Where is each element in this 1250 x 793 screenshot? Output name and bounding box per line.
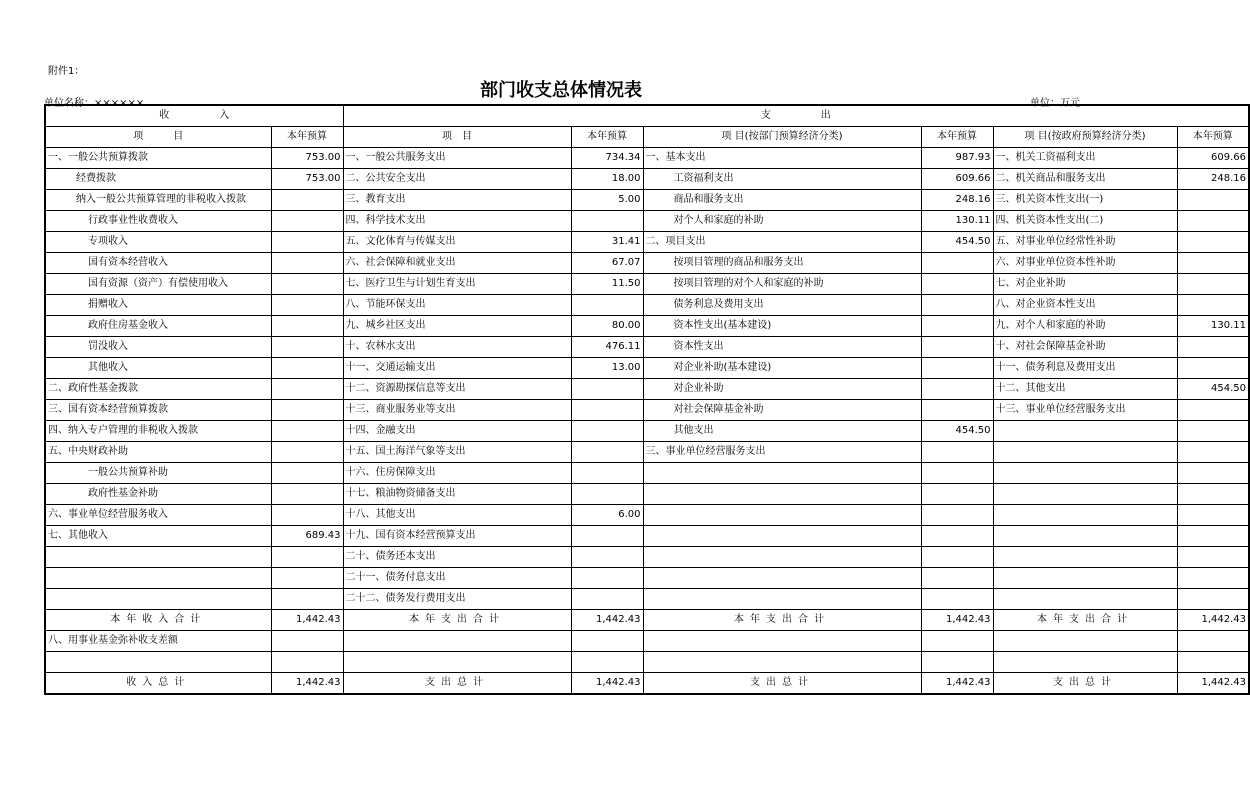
item-cell: 七、对企业补助 <box>993 274 1177 295</box>
item-cell <box>993 631 1177 652</box>
item-cell <box>993 589 1177 610</box>
item-cell <box>643 484 921 505</box>
budget-amount-cell <box>271 568 343 589</box>
item-cell: 十二、资源勘探信息等支出 <box>343 379 571 400</box>
item-cell: 二、机关商品和服务支出 <box>993 169 1177 190</box>
header-row-columns <box>45 127 1249 148</box>
item-cell: 四、科学技术支出 <box>343 211 571 232</box>
item-cell: 十四、金融支出 <box>343 421 571 442</box>
budget-amount-cell <box>1177 211 1249 232</box>
item-cell: 八、用事业基金弥补收支差额 <box>45 631 271 652</box>
budget-amount-cell <box>271 295 343 316</box>
item-cell: 十一、债务利息及费用支出 <box>993 358 1177 379</box>
budget-amount-cell <box>571 463 643 484</box>
col-header-income-item: 项 目 <box>45 127 271 148</box>
header-row-group <box>45 105 1249 127</box>
item-cell: 三、教育支出 <box>343 190 571 211</box>
item-cell: 十、农林水支出 <box>343 337 571 358</box>
budget-amount-cell <box>571 652 643 673</box>
item-cell <box>993 652 1177 673</box>
item-cell: 四、纳入专户管理的非税收入拨款 <box>45 421 271 442</box>
budget-amount-cell <box>571 400 643 421</box>
item-cell <box>993 442 1177 463</box>
budget-amount-cell <box>1177 421 1249 442</box>
item-cell: 国有资源（资产）有偿使用收入 <box>45 274 271 295</box>
budget-amount-cell <box>921 379 993 400</box>
item-cell: 按项目管理的商品和服务支出 <box>643 253 921 274</box>
table-row <box>45 421 1249 442</box>
item-cell: 债务利息及费用支出 <box>643 295 921 316</box>
budget-amount-cell: 6.00 <box>571 505 643 526</box>
budget-amount-cell <box>271 358 343 379</box>
budget-amount-cell <box>271 505 343 526</box>
item-cell: 一、基本支出 <box>643 148 921 169</box>
table-row <box>45 190 1249 211</box>
item-cell: 本年支出合计 <box>343 610 571 631</box>
table-row <box>45 568 1249 589</box>
table-row <box>45 148 1249 169</box>
budget-amount-cell <box>571 568 643 589</box>
budget-amount-cell: 248.16 <box>921 190 993 211</box>
item-cell: 对个人和家庭的补助 <box>643 211 921 232</box>
item-cell: 七、医疗卫生与计划生育支出 <box>343 274 571 295</box>
item-cell: 四、机关资本性支出(二) <box>993 211 1177 232</box>
budget-amount-cell <box>271 400 343 421</box>
item-cell <box>643 463 921 484</box>
item-cell: 十八、其他支出 <box>343 505 571 526</box>
budget-amount-cell <box>921 295 993 316</box>
item-cell: 十七、粮油物资储备支出 <box>343 484 571 505</box>
item-cell: 九、城乡社区支出 <box>343 316 571 337</box>
item-cell <box>993 547 1177 568</box>
budget-amount-cell: 1,442.43 <box>1177 673 1249 695</box>
budget-amount-cell <box>1177 337 1249 358</box>
annex-label: 附件1： <box>48 66 85 77</box>
budget-amount-cell <box>921 652 993 673</box>
item-cell: 十一、交通运输支出 <box>343 358 571 379</box>
budget-amount-cell <box>271 316 343 337</box>
item-cell: 政府性基金补助 <box>45 484 271 505</box>
budget-amount-cell <box>271 379 343 400</box>
budget-amount-cell: 689.43 <box>271 526 343 547</box>
item-cell: 九、对个人和家庭的补助 <box>993 316 1177 337</box>
budget-amount-cell: 1,442.43 <box>1177 610 1249 631</box>
budget-amount-cell <box>1177 400 1249 421</box>
budget-amount-cell <box>921 568 993 589</box>
budget-amount-cell <box>271 232 343 253</box>
budget-amount-cell: 734.34 <box>571 148 643 169</box>
item-cell: 专项收入 <box>45 232 271 253</box>
item-cell: 支出总计 <box>993 673 1177 695</box>
budget-amount-cell <box>271 589 343 610</box>
table-row <box>45 610 1249 631</box>
budget-amount-cell <box>271 442 343 463</box>
col-header-gov-econ: 项 目(按政府预算经济分类) <box>993 127 1177 148</box>
item-cell: 二十一、债务付息支出 <box>343 568 571 589</box>
item-cell: 十三、事业单位经营服务支出 <box>993 400 1177 421</box>
item-cell: 本年收入合计 <box>45 610 271 631</box>
budget-amount-cell <box>271 253 343 274</box>
table-row <box>45 484 1249 505</box>
item-cell: 商品和服务支出 <box>643 190 921 211</box>
item-cell <box>45 589 271 610</box>
item-cell: 纳入一般公共预算管理的非税收入拨款 <box>45 190 271 211</box>
item-cell: 对企业补助(基本建设) <box>643 358 921 379</box>
budget-amount-cell <box>571 295 643 316</box>
item-cell: 本年支出合计 <box>993 610 1177 631</box>
budget-amount-cell <box>571 589 643 610</box>
budget-amount-cell <box>271 274 343 295</box>
budget-amount-cell <box>271 337 343 358</box>
budget-amount-cell <box>921 442 993 463</box>
budget-amount-cell: 130.11 <box>921 211 993 232</box>
item-cell: 一、一般公共服务支出 <box>343 148 571 169</box>
item-cell: 一、一般公共预算拨款 <box>45 148 271 169</box>
budget-amount-cell <box>271 421 343 442</box>
budget-amount-cell <box>1177 526 1249 547</box>
unit-name-label: 单位名称：×××××× <box>44 98 145 109</box>
budget-amount-cell: 753.00 <box>271 148 343 169</box>
budget-amount-cell <box>1177 547 1249 568</box>
table-row <box>45 526 1249 547</box>
budget-amount-cell <box>1177 253 1249 274</box>
budget-amount-cell <box>921 316 993 337</box>
item-cell <box>643 589 921 610</box>
budget-amount-cell <box>271 652 343 673</box>
budget-amount-cell <box>1177 505 1249 526</box>
table-row <box>45 547 1249 568</box>
table-row <box>45 652 1249 673</box>
budget-amount-cell: 753.00 <box>271 169 343 190</box>
budget-amount-cell <box>1177 484 1249 505</box>
budget-amount-cell: 1,442.43 <box>271 610 343 631</box>
budget-amount-cell <box>1177 589 1249 610</box>
unit-label: 单位：万元 <box>1030 98 1080 109</box>
table-row <box>45 253 1249 274</box>
budget-amount-cell <box>271 547 343 568</box>
item-cell: 罚没收入 <box>45 337 271 358</box>
table-row <box>45 316 1249 337</box>
item-cell: 二、项目支出 <box>643 232 921 253</box>
budget-amount-cell <box>921 505 993 526</box>
budget-amount-cell <box>271 190 343 211</box>
budget-amount-cell <box>1177 652 1249 673</box>
item-cell: 国有资本经营收入 <box>45 253 271 274</box>
item-cell: 捐赠收入 <box>45 295 271 316</box>
item-cell: 六、对事业单位资本性补助 <box>993 253 1177 274</box>
budget-amount-cell: 1,442.43 <box>271 673 343 695</box>
col-header-budget: 本年预算 <box>571 127 643 148</box>
item-cell: 支出总计 <box>343 673 571 695</box>
table-row <box>45 379 1249 400</box>
budget-amount-cell: 67.07 <box>571 253 643 274</box>
item-cell <box>993 505 1177 526</box>
table-row <box>45 505 1249 526</box>
item-cell: 十二、其他支出 <box>993 379 1177 400</box>
table-row <box>45 400 1249 421</box>
budget-amount-cell <box>571 421 643 442</box>
budget-amount-cell <box>921 631 993 652</box>
item-cell: 五、文化体育与传媒支出 <box>343 232 571 253</box>
col-header-budget: 本年预算 <box>1177 127 1249 148</box>
budget-amount-cell: 11.50 <box>571 274 643 295</box>
item-cell: 资本性支出(基本建设) <box>643 316 921 337</box>
item-cell <box>45 568 271 589</box>
budget-amount-cell <box>571 547 643 568</box>
budget-amount-cell: 248.16 <box>1177 169 1249 190</box>
budget-amount-cell <box>571 211 643 232</box>
item-cell: 八、节能环保支出 <box>343 295 571 316</box>
budget-amount-cell: 13.00 <box>571 358 643 379</box>
table-row <box>45 211 1249 232</box>
item-cell: 五、中央财政补助 <box>45 442 271 463</box>
budget-amount-cell: 1,442.43 <box>571 673 643 695</box>
item-cell: 三、机关资本性支出(一) <box>993 190 1177 211</box>
budget-amount-cell <box>921 253 993 274</box>
budget-amount-cell <box>571 526 643 547</box>
budget-amount-cell <box>921 547 993 568</box>
item-cell <box>993 484 1177 505</box>
budget-amount-cell <box>921 400 993 421</box>
col-header-budget: 本年预算 <box>921 127 993 148</box>
budget-amount-cell <box>271 211 343 232</box>
item-cell: 三、事业单位经营服务支出 <box>643 442 921 463</box>
budget-amount-cell <box>921 526 993 547</box>
item-cell: 六、社会保障和就业支出 <box>343 253 571 274</box>
item-cell: 六、事业单位经营服务收入 <box>45 505 271 526</box>
item-cell: 三、国有资本经营预算拨款 <box>45 400 271 421</box>
budget-amount-cell <box>1177 463 1249 484</box>
col-header-exp-item: 项 目 <box>343 127 571 148</box>
item-cell: 二十二、债务发行费用支出 <box>343 589 571 610</box>
budget-amount-cell: 609.66 <box>1177 148 1249 169</box>
item-cell: 其他收入 <box>45 358 271 379</box>
budget-amount-cell <box>921 463 993 484</box>
budget-amount-cell <box>1177 631 1249 652</box>
item-cell <box>643 568 921 589</box>
item-cell: 支出总计 <box>643 673 921 695</box>
budget-amount-cell <box>921 484 993 505</box>
table-body <box>45 148 1249 695</box>
item-cell: 按项目管理的对个人和家庭的补助 <box>643 274 921 295</box>
item-cell: 二十、债务还本支出 <box>343 547 571 568</box>
budget-amount-cell <box>571 631 643 652</box>
item-cell: 二、政府性基金拨款 <box>45 379 271 400</box>
table-row <box>45 337 1249 358</box>
budget-amount-cell: 476.11 <box>571 337 643 358</box>
budget-amount-cell <box>1177 295 1249 316</box>
item-cell: 收入总计 <box>45 673 271 695</box>
budget-amount-cell: 454.50 <box>921 421 993 442</box>
budget-amount-cell: 454.50 <box>921 232 993 253</box>
budget-amount-cell <box>1177 568 1249 589</box>
item-cell: 二、公共安全支出 <box>343 169 571 190</box>
table-row <box>45 295 1249 316</box>
budget-amount-cell: 31.41 <box>571 232 643 253</box>
budget-amount-cell <box>921 274 993 295</box>
item-cell: 十五、国土海洋气象等支出 <box>343 442 571 463</box>
item-cell <box>343 652 571 673</box>
budget-amount-cell <box>571 484 643 505</box>
budget-amount-cell <box>271 484 343 505</box>
table-row <box>45 463 1249 484</box>
item-cell <box>643 631 921 652</box>
budget-amount-cell <box>1177 232 1249 253</box>
budget-amount-cell: 18.00 <box>571 169 643 190</box>
page-title: 部门收支总体情况表 <box>480 80 642 101</box>
item-cell <box>993 568 1177 589</box>
item-cell: 对企业补助 <box>643 379 921 400</box>
budget-amount-cell: 1,442.43 <box>921 673 993 695</box>
budget-amount-cell <box>1177 442 1249 463</box>
item-cell: 七、其他收入 <box>45 526 271 547</box>
table-row <box>45 631 1249 652</box>
budget-amount-cell: 1,442.43 <box>921 610 993 631</box>
item-cell: 工资福利支出 <box>643 169 921 190</box>
item-cell: 五、对事业单位经常性补助 <box>993 232 1177 253</box>
table-row <box>45 169 1249 190</box>
item-cell <box>993 463 1177 484</box>
col-header-budget: 本年预算 <box>271 127 343 148</box>
table-row <box>45 274 1249 295</box>
item-cell: 其他支出 <box>643 421 921 442</box>
budget-amount-cell: 609.66 <box>921 169 993 190</box>
item-cell <box>643 652 921 673</box>
expenditure-group-header: 支 出 <box>343 105 1249 127</box>
item-cell <box>993 421 1177 442</box>
table-row <box>45 358 1249 379</box>
budget-amount-cell <box>1177 190 1249 211</box>
item-cell <box>643 526 921 547</box>
item-cell: 十六、住房保障支出 <box>343 463 571 484</box>
item-cell: 对社会保障基金补助 <box>643 400 921 421</box>
table-row <box>45 442 1249 463</box>
budget-amount-cell <box>1177 274 1249 295</box>
item-cell: 十九、国有资本经营预算支出 <box>343 526 571 547</box>
item-cell <box>643 505 921 526</box>
budget-amount-cell <box>921 589 993 610</box>
item-cell: 政府住房基金收入 <box>45 316 271 337</box>
item-cell: 十三、商业服务业等支出 <box>343 400 571 421</box>
item-cell <box>993 526 1177 547</box>
budget-amount-cell <box>921 337 993 358</box>
item-cell <box>343 631 571 652</box>
item-cell: 本年支出合计 <box>643 610 921 631</box>
budget-amount-cell <box>271 631 343 652</box>
item-cell: 十、对社会保障基金补助 <box>993 337 1177 358</box>
budget-amount-cell <box>1177 358 1249 379</box>
budget-amount-cell <box>571 379 643 400</box>
budget-amount-cell: 5.00 <box>571 190 643 211</box>
col-header-dept-econ: 项 目(按部门预算经济分类) <box>643 127 921 148</box>
item-cell: 资本性支出 <box>643 337 921 358</box>
item-cell: 八、对企业资本性支出 <box>993 295 1177 316</box>
budget-amount-cell <box>921 358 993 379</box>
income-group-header: 收 入 <box>45 105 343 127</box>
budget-amount-cell <box>271 463 343 484</box>
budget-amount-cell: 454.50 <box>1177 379 1249 400</box>
item-cell: 一般公共预算补助 <box>45 463 271 484</box>
budget-table <box>44 104 1250 695</box>
budget-amount-cell: 130.11 <box>1177 316 1249 337</box>
item-cell <box>643 547 921 568</box>
item-cell <box>45 652 271 673</box>
item-cell <box>45 547 271 568</box>
budget-amount-cell: 80.00 <box>571 316 643 337</box>
budget-amount-cell: 987.93 <box>921 148 993 169</box>
item-cell: 经费拨款 <box>45 169 271 190</box>
table-row <box>45 232 1249 253</box>
table-row <box>45 673 1249 695</box>
budget-amount-cell <box>571 442 643 463</box>
item-cell: 行政事业性收费收入 <box>45 211 271 232</box>
budget-amount-cell: 1,442.43 <box>571 610 643 631</box>
table-row <box>45 589 1249 610</box>
item-cell: 一、机关工资福利支出 <box>993 148 1177 169</box>
